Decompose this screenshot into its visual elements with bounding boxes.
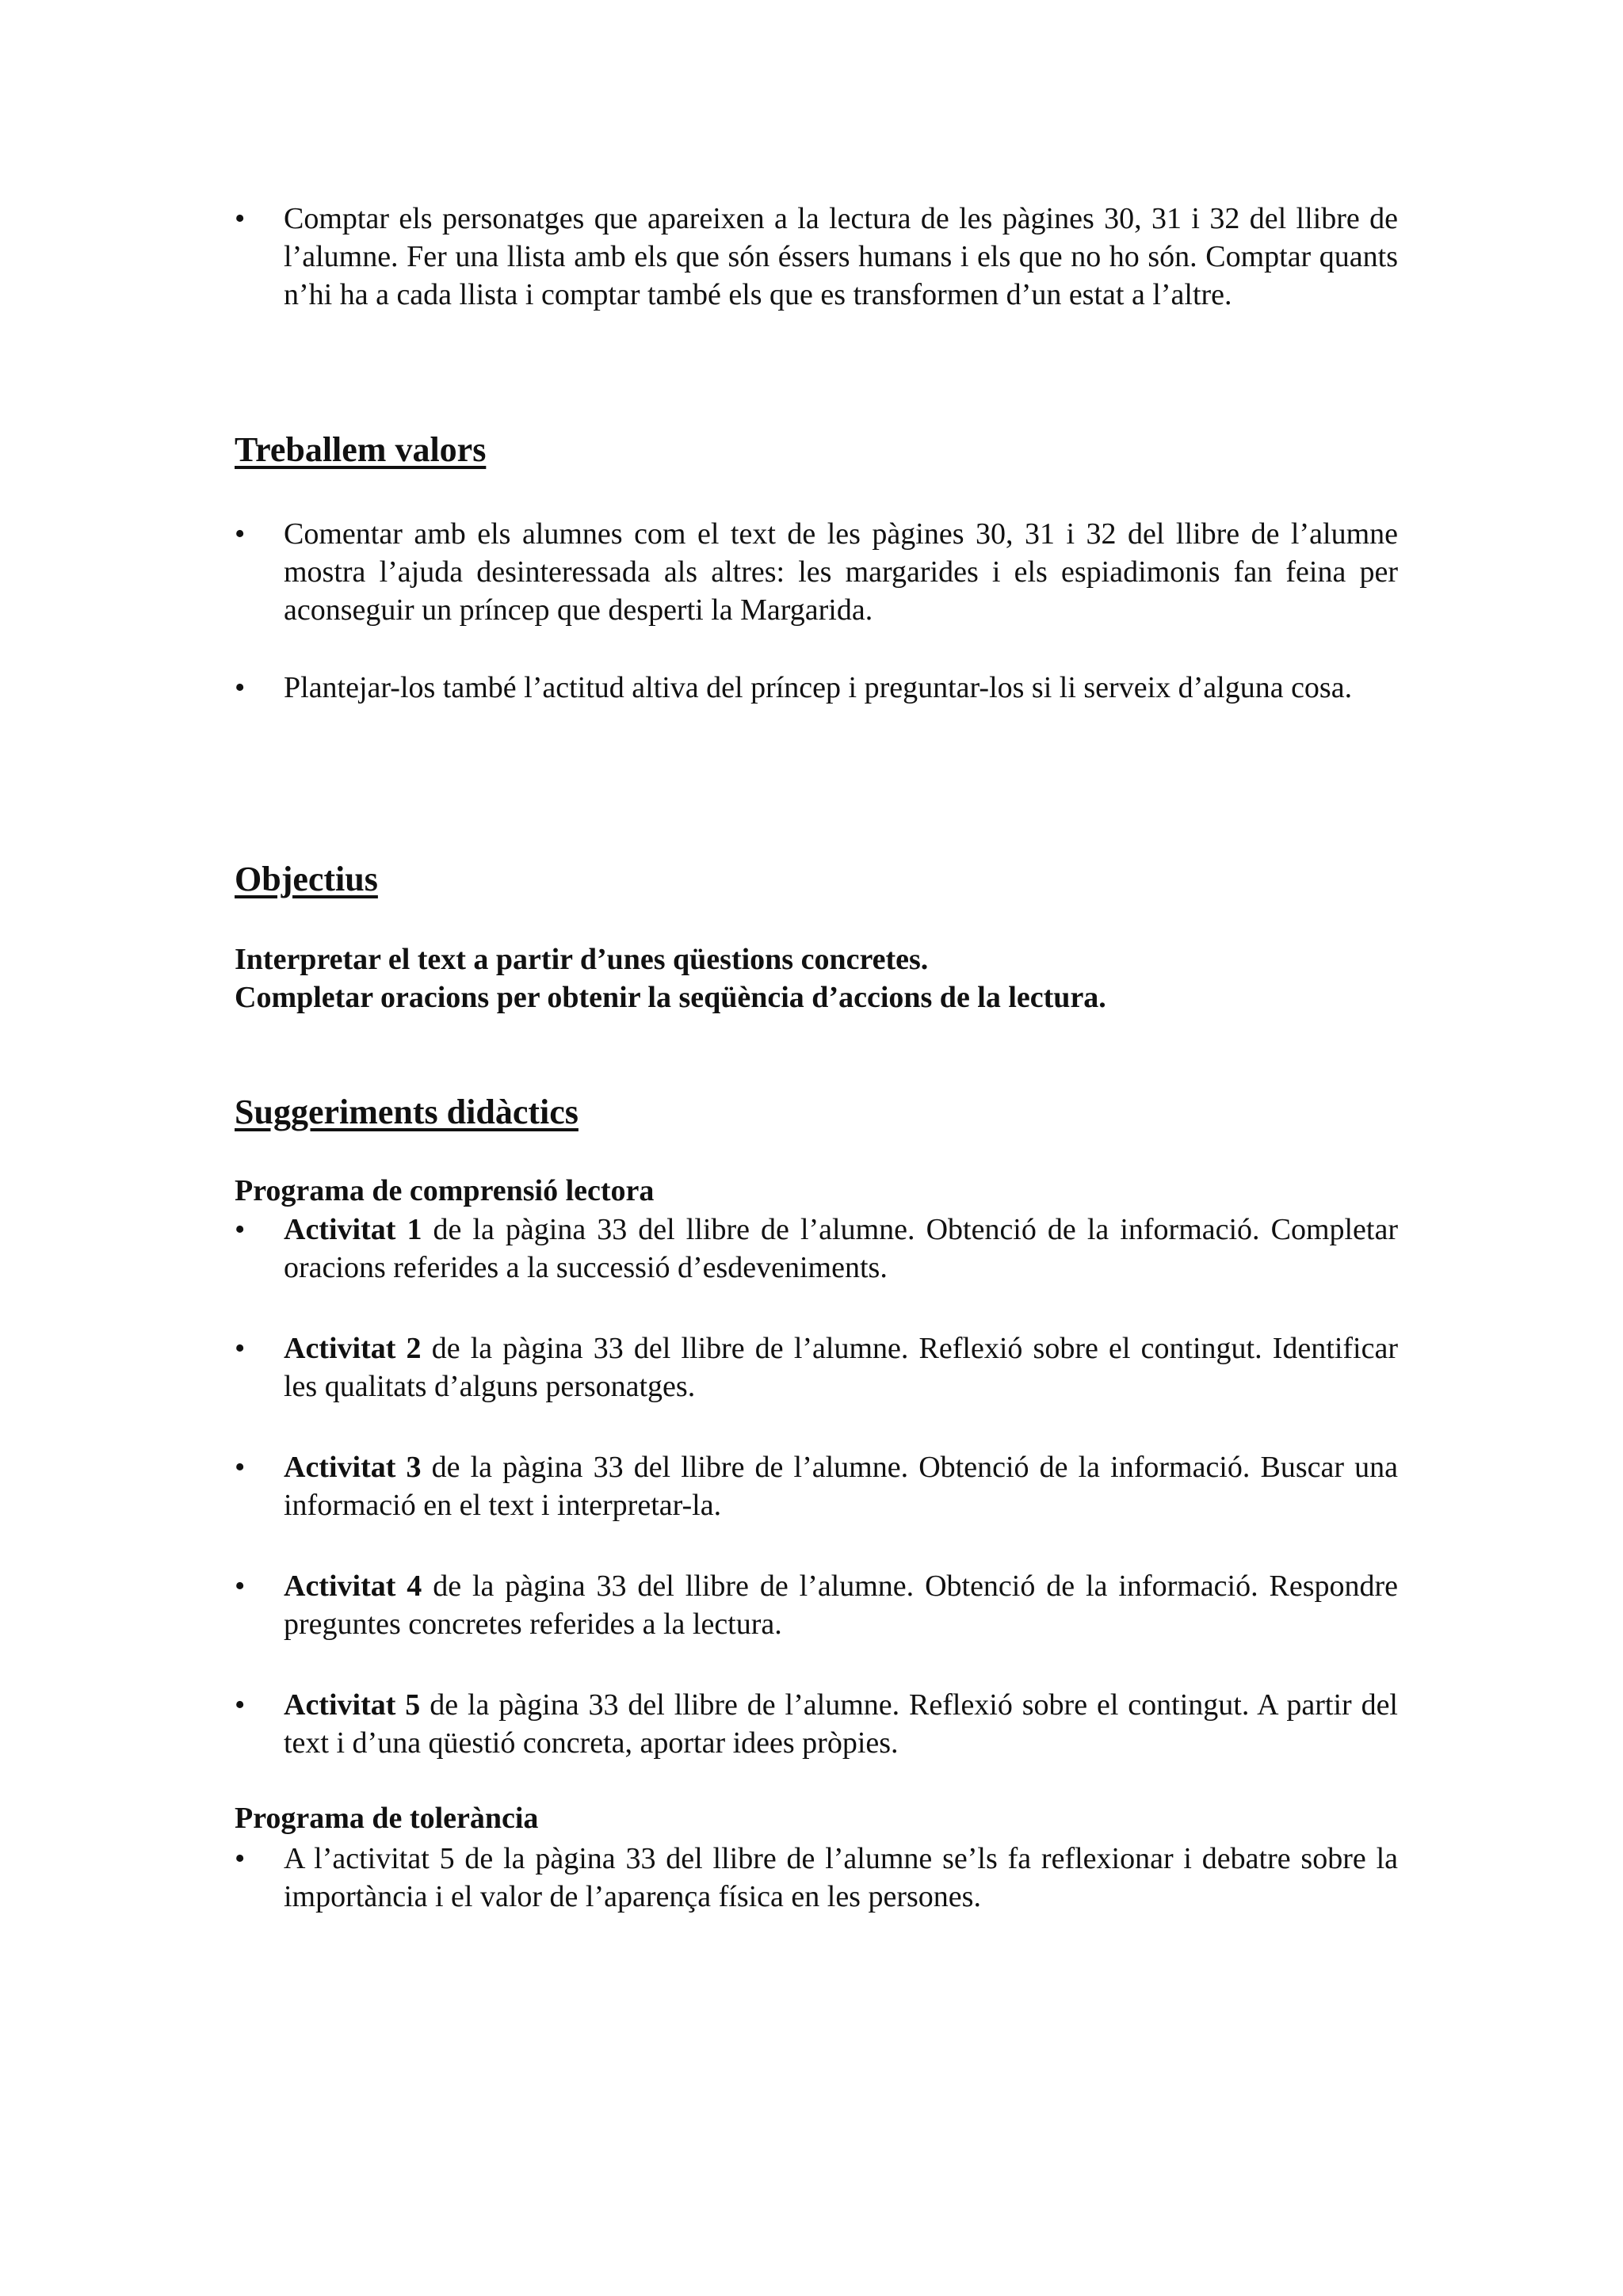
activity-label: Activitat 3 [284,1451,422,1484]
subheading-programa-tolerancia: Programa de tolerància [235,1802,539,1835]
list-item-text: Comentar amb els alumnes com el text de les pàgines 30, 31 i 32 del llibre de l’alumne mostra l’ajuda desinteressada als altres: les margarides i els espiadimonis fan feina per aconseguir un príncep que desperti la Margarida. [284,517,1398,627]
objective-line: Interpretar el text a partir d’unes qüestions concretes. [235,943,929,976]
bullet-icon: • [235,1213,246,1246]
list-item [235,1211,1398,1287]
bullet-icon: • [235,1332,246,1365]
list-item-text [284,1567,1398,1643]
bullet-icon: • [235,202,246,235]
activity-label: Activitat 5 [284,1688,421,1722]
list-item [235,1329,1398,1405]
list-item [235,1567,1398,1643]
list-item-text: A l’activitat 5 de la pàgina 33 del llibre de l’alumne se’ls fa reflexionar i debatre sobre la importància i el valor de l’aparença física en les persones. [284,1842,1398,1913]
list-item-text [284,1448,1398,1524]
list-item [235,669,1398,707]
activity-label: Activitat 1 [284,1213,422,1246]
bullet-icon: • [235,1451,246,1484]
activity-label: Activitat 4 [284,1569,422,1603]
bullet-icon: • [235,1842,246,1875]
list-item-text [284,1211,1398,1287]
list-item-text: Comptar els personatges que apareixen a la lectura de les pàgines 30, 31 i 32 del llibre de l’alumne. Fer una llista amb els que són éssers humans i els que no ho són. Comptar quants n’hi ha a cada llista i comptar també els que es transformen d’un estat a l’altre. [284,202,1398,311]
activity-description: de la pàgina 33 del llibre de l’alumne. Reflexió sobre el contingut. A partir del text i d’una qüestió concreta, aportar idees pròpies. [284,1688,1398,1760]
section-heading-treballem-valors: Treballem valors [235,430,487,469]
section-heading-objectius: Objectius [235,860,378,898]
bullet-icon: • [235,517,246,551]
list-item [235,1686,1398,1762]
activity-description: de la pàgina 33 del llibre de l’alumne. Reflexió sobre el contingut. Identificar les qualitats d’alguns personatges. [284,1332,1398,1403]
activity-description: de la pàgina 33 del llibre de l’alumne. Obtenció de la informació. Completar oracions referides a la successió d’esdeveniments. [284,1213,1399,1284]
activity-description: de la pàgina 33 del llibre de l’alumne. Obtenció de la informació. Respondre preguntes concretes referides a la lectura. [284,1569,1399,1641]
list-item [235,1448,1398,1524]
list-item-text [284,1329,1398,1405]
bullet-icon: • [235,671,246,704]
activity-description: de la pàgina 33 del llibre de l’alumne. Obtenció de la informació. Buscar una informació en el text i interpretar-la. [284,1451,1398,1522]
list-item [235,200,1398,314]
list-item [235,515,1398,629]
bullet-icon: • [235,1569,246,1603]
activity-label: Activitat 2 [284,1332,422,1365]
bullet-icon: • [235,1688,246,1722]
list-item-text: Plantejar-los també l’actitud altiva del príncep i preguntar-los si li serveix d’alguna cosa. [284,671,1353,704]
list-item-text [284,1686,1398,1762]
section-heading-suggeriments: Suggeriments didàctics [235,1093,579,1131]
subheading-programa-comprensio: Programa de comprensió lectora [235,1174,655,1207]
list-item [235,1840,1398,1916]
objective-line: Completar oracions per obtenir la seqüència d’accions de la lectura. [235,981,1106,1014]
